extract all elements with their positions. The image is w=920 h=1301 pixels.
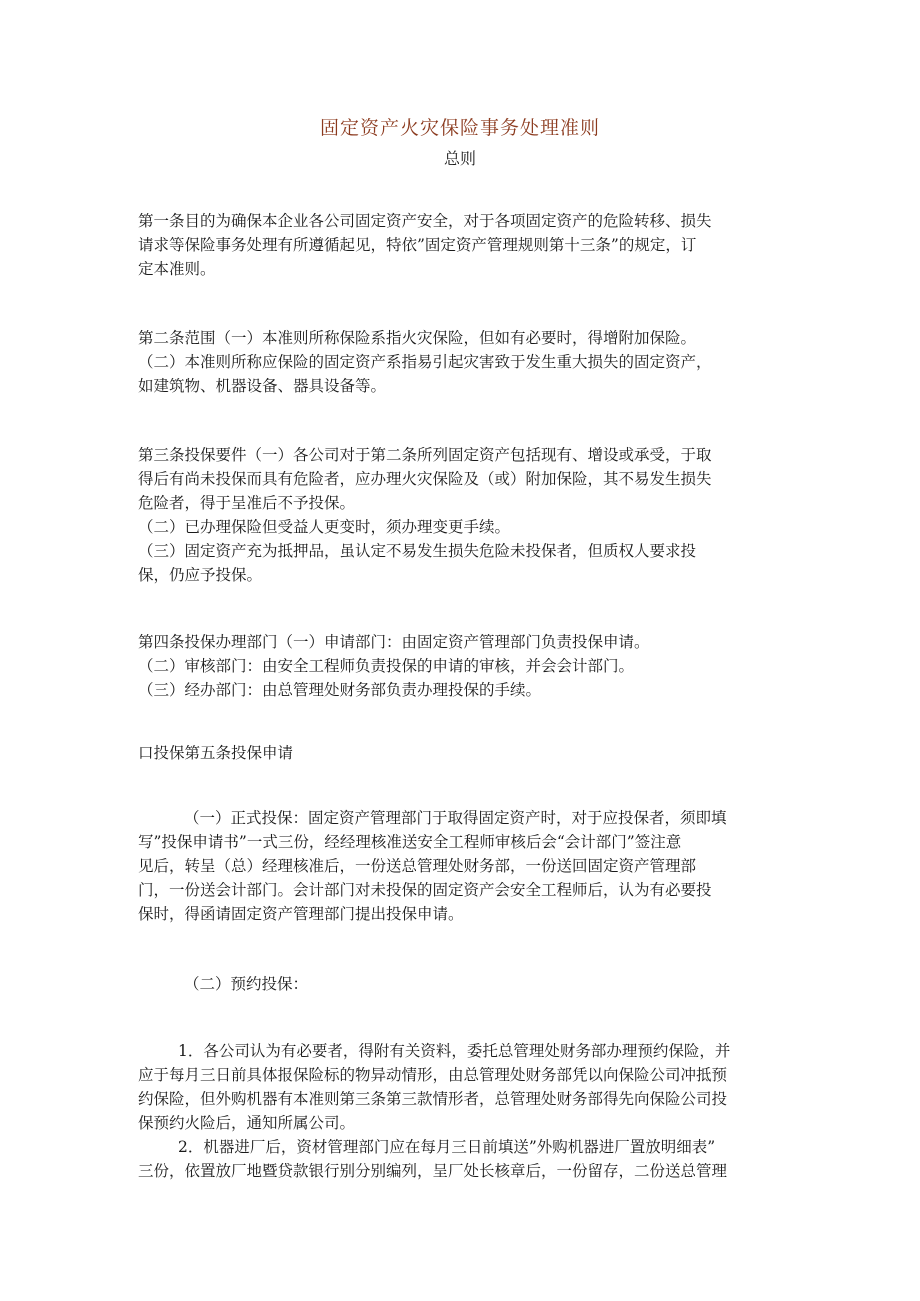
text-line: 口投保第五条投保申请 bbox=[138, 744, 294, 762]
text-line: 门，一份送会计部门。会计部门对未投保的固定资产会安全工程师后，认为有必要投 bbox=[138, 881, 712, 899]
document-title: 固定资产火灾保险事务处理准则 bbox=[319, 117, 600, 139]
article-5-formal-insurance bbox=[138, 806, 788, 926]
text-line: 保预约火险后，通知所属公司。 bbox=[138, 1114, 356, 1132]
text-line: （二）本准则所称应保险的固定资产系指易引起灾害致于发生重大损失的固定资产， bbox=[138, 353, 712, 371]
text-line: 第一条目的为确保本企业各公司固定资产安全，对于各项固定资产的危险转移、损失 bbox=[138, 212, 712, 230]
section-heading-general: 总则 bbox=[443, 149, 476, 168]
text-line: 如建筑物、机器设备、器具设备等。 bbox=[138, 377, 387, 395]
text-line: 保，仍应予投保。 bbox=[138, 566, 263, 584]
text-line: 2．机器进厂后，资材管理部门应在每月三日前填送”外购机器进厂置放明细表” bbox=[178, 1138, 716, 1156]
text-line: 保时，得函请固定资产管理部门提出投保申请。 bbox=[138, 905, 464, 923]
text-line: 定本准则。 bbox=[138, 260, 216, 278]
text-line: 见后，转呈（总）经理核准后，一份送总管理处财务部，一份送回固定资产管理部 bbox=[138, 857, 697, 875]
text-line: （二）审核部门：由安全工程师负责投保的申请的审核，并会会计部门。 bbox=[138, 657, 635, 675]
text-line: 危险者，得于呈准后不予投保。 bbox=[138, 494, 356, 512]
article-3 bbox=[138, 443, 788, 587]
article-1 bbox=[138, 209, 788, 281]
text-line: 请求等保险事务处理有所遵循起见，特依”固定资产管理规则第十三条”的规定，订 bbox=[138, 236, 697, 254]
text-line: 第四条投保办理部门（一）申请部门：由固定资产管理部门负责投保申请。 bbox=[138, 633, 650, 651]
text-line: 应于每月三日前具体报保险标的物异动情形，由总管理处财务部凭以向保险公司冲抵预 bbox=[138, 1066, 728, 1084]
text-line: 写”投保申请书”一式三份，经经理核准送安全工程师审核后会“会计部门”签注意 bbox=[138, 833, 682, 851]
text-line: （二）预约投保： bbox=[184, 975, 309, 993]
article-5-reserved-insurance bbox=[138, 972, 788, 996]
text-line: （一）正式投保：固定资产管理部门于取得固定资产时，对于应投保者，须即填 bbox=[184, 809, 727, 827]
text-line: 1．各公司认为有必要者，得附有关资料，委托总管理处财务部办理预约保险，并 bbox=[178, 1042, 731, 1060]
article-2 bbox=[138, 326, 788, 398]
text-line: 约保险，但外购机器有本准则第三条第三款情形者，总管理处财务部得先向保险公司投 bbox=[138, 1090, 728, 1108]
text-line: 得后有尚未投保而具有危险者，应办理火灾保险及（或）附加保险，其不易发生损失 bbox=[138, 470, 712, 488]
text-line: （三）经办部门：由总管理处财务部负责办理投保的手续。 bbox=[138, 681, 542, 699]
text-line: 第二条范围（一）本准则所称保险系指火灾保险，但如有必要时，得增附加保险。 bbox=[138, 329, 697, 347]
article-5-item-2 bbox=[138, 1135, 788, 1183]
article-5-item-1 bbox=[138, 1039, 788, 1135]
text-line: 第三条投保要件（一）各公司对于第二条所列固定资产包括现有、增设或承受，于取 bbox=[138, 446, 712, 464]
article-4 bbox=[138, 630, 788, 702]
article-5-heading bbox=[138, 741, 788, 765]
text-line: 三份，依置放厂地暨贷款银行别分别编列，呈厂处长核章后，一份留存，二份送总管理 bbox=[138, 1162, 728, 1180]
text-line: （三）固定资产充为抵押品，虽认定不易发生损失危险未投保者，但质权人要求投 bbox=[138, 542, 697, 560]
text-line: （二）已办理保险但受益人更变时，须办理变更手续。 bbox=[138, 518, 511, 536]
